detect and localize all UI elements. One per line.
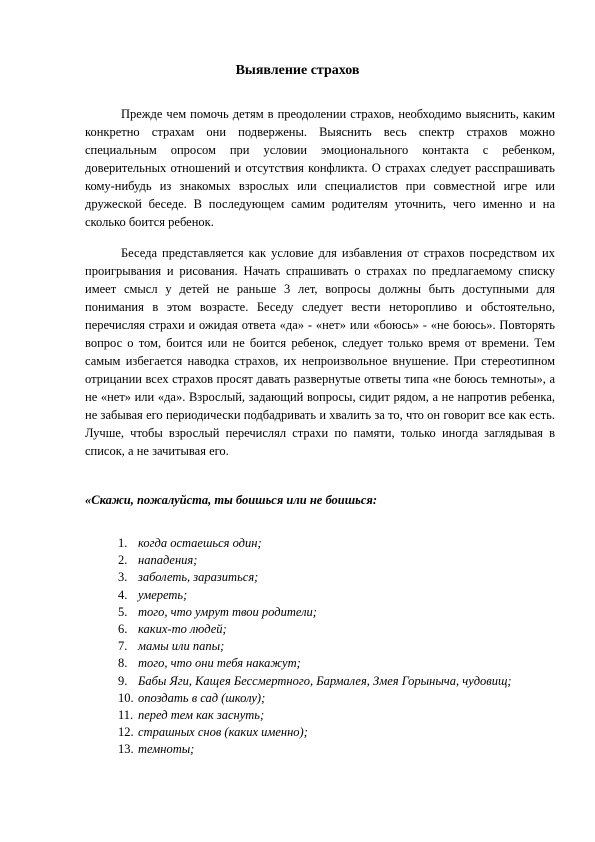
fears-list [118, 535, 555, 759]
paragraph-1: Прежде чем помочь детям в преодолении страхов, необходимо выяснить, каким конкретно страхам они подвержены. Выяснить весь спектр страхов можно специальным опросом при условии эмоционального контакта с ребенком, доверительных отношений и отсутствия конфликта. О страхах следует расспрашивать кому-нибудь из знакомых взрослых или специалистов при совместной игре или дружеской беседе. В последующем самим родителям уточнить, чего именно и на сколько боится ребенок. [85, 107, 555, 229]
list-item-text: каких-то людей; [138, 622, 227, 637]
question-heading: «Скажи, пожалуйста, ты боишься или не боишься: [85, 493, 378, 507]
list-item-text: опоздать в сад (школу); [138, 690, 266, 705]
list-item-number: 12. [118, 725, 134, 740]
list-item [118, 707, 555, 724]
list-item [118, 690, 555, 707]
list-item-number: 1. [118, 536, 128, 550]
list-item [118, 604, 555, 621]
document-title: Выявление страхов [235, 63, 360, 78]
list-item-number: 7. [118, 639, 128, 654]
list-item-text: того, что они тебя накажут; [138, 656, 301, 671]
list-item-text: нападения; [138, 553, 198, 568]
list-item-text: перед тем как заснуть; [138, 708, 265, 723]
list-item-text: мамы или папы; [138, 639, 225, 654]
list-item [118, 638, 555, 655]
list-item [118, 673, 555, 690]
list-item [118, 587, 555, 604]
list-item-number: 6. [118, 622, 128, 637]
list-item [118, 569, 555, 586]
list-item-number: 9. [118, 673, 128, 688]
list-item-number: 2. [118, 553, 128, 568]
list-item-text: Бабы Яги, Кащея Бессмертного, Бармалея, Змея Горыныча, чудовищ; [138, 673, 512, 688]
list-item [118, 552, 555, 569]
list-item-number: 11. [118, 708, 134, 723]
list-item [118, 724, 555, 741]
list-item-number: 13. [118, 742, 134, 757]
list-item [118, 621, 555, 638]
list-item-text: темноты; [138, 742, 195, 757]
list-item-text: страшных снов (каких именно); [138, 725, 308, 740]
list-item-text: когда остаешься один; [138, 536, 262, 550]
paragraph-2: Беседа представляется как условие для избавления от страхов посредством их проигрывания и рисования. Начать спрашивать о страхах по предлагаемому списку имеет смысл у детей не раньше 3 лет, вопросы должны быть доступными для понимания в этом возрасте. Беседу следует вести неторопливо и обстоятельно, перечисляя страхи и ожидая ответа «да» - «нет» или «боюсь» - «не боюсь». Повторять вопрос о том, боится или не боится ребенок, следует только время от времени. Тем самым избегается наводка страхов, их непроизвольное внушение. При стереотипном отрицании всех страхов просят давать развернутые ответы типа «не боюсь темноты», а не «нет» или «да». Взрослый, задающий вопросы, сидит рядом, а не напротив ребенка, не забывая его периодически подбадривать и хвалить за то, что он говорит все как есть. Лучше, чтобы взрослый перечислял страхи по памяти, только иногда заглядывая в список, а не зачитывая его. [85, 246, 555, 458]
list-item [118, 655, 555, 672]
list-item-text: умереть; [138, 587, 188, 602]
list-item [118, 741, 555, 758]
list-item-number: 3. [118, 570, 128, 585]
list-item-number: 8. [118, 656, 128, 671]
list-item-text: того, что умрут твои родители; [138, 604, 317, 619]
list-item-number: 5. [118, 604, 128, 619]
list-item-number: 4. [118, 587, 128, 602]
list-item [118, 535, 555, 552]
list-item-number: 10. [118, 690, 134, 705]
list-item-text: заболеть, заразиться; [138, 570, 259, 585]
